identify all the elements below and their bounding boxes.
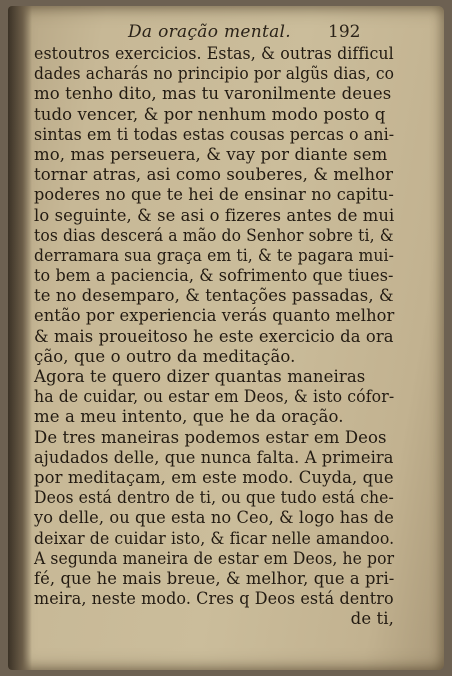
- text-line: Agora te quero dizer quantas maneiras: [34, 367, 366, 386]
- text-line: lo seguinte, & se asi o fizeres antes de mui: [34, 205, 395, 225]
- text-line: por meditaçam, em este modo. Cuyda, que: [34, 467, 394, 487]
- text-line: fé, que he mais breue, & melhor, que a pri-: [34, 568, 395, 588]
- text-line: tornar atras, asi como souberes, & melhor: [34, 165, 394, 185]
- text-line: mo tenho dito, mas tu varonilmente deues: [34, 84, 392, 104]
- text-line: estoutros exercicios. Estas, & outras difficul: [34, 44, 394, 63]
- text-line: A segunda maneira de estar em Deos, he por: [34, 548, 395, 568]
- text-line: dades acharás no principio por algũs dias, co: [34, 64, 395, 84]
- text-line: meira, neste modo. Cres q Deos está dentro: [34, 589, 394, 609]
- text-line: tudo vencer, & por nenhum modo posto q: [34, 104, 386, 124]
- text-line: yo delle, ou que esta no Ceo, & logo has de: [34, 508, 394, 528]
- text-line: mo, mas perseuera, & vay por diante sem: [34, 144, 388, 164]
- text-line: ção, que o outro da meditação.: [34, 346, 296, 366]
- text-line: de ti,: [350, 609, 394, 629]
- text-line: to bem a paciencia, & sofrimento que tiues-: [34, 266, 394, 286]
- text-line: ajudados delle, que nunca falta. A primeira: [34, 447, 394, 467]
- running-head: Da oração mental.: [128, 22, 291, 42]
- text-line: me a meu intento, que he da oração.: [34, 407, 344, 427]
- text-line: Deos está dentro de ti, ou que tudo está che-: [34, 488, 394, 508]
- body-text: [34, 44, 394, 629]
- text-line: deixar de cuidar isto, & ficar nelle amandoo.: [34, 528, 395, 548]
- page-header: [8, 20, 444, 44]
- text-line: te no desemparo, & tentações passadas, &: [34, 286, 394, 306]
- book-page: [8, 6, 444, 670]
- text-line: derramara sua graça em ti, & te pagara mui-: [34, 245, 394, 265]
- text-line: De tres maneiras podemos estar em Deos: [34, 427, 387, 447]
- text-line: tos dias descerá a mão do Senhor sobre ti, &: [34, 225, 394, 245]
- text-line: ha de cuidar, ou estar em Deos, & isto cófor-: [34, 387, 395, 407]
- text-line: sintas em ti todas estas cousas percas o ani-: [34, 124, 395, 144]
- text-line: então por experiencia verás quanto melhor: [34, 306, 395, 326]
- text-line: & mais proueitoso he este exercicio da ora: [34, 326, 394, 346]
- page-number: 192: [328, 22, 361, 42]
- page-gutter: [8, 6, 32, 670]
- text-line: poderes no que te hei de ensinar no capitu-: [34, 185, 394, 205]
